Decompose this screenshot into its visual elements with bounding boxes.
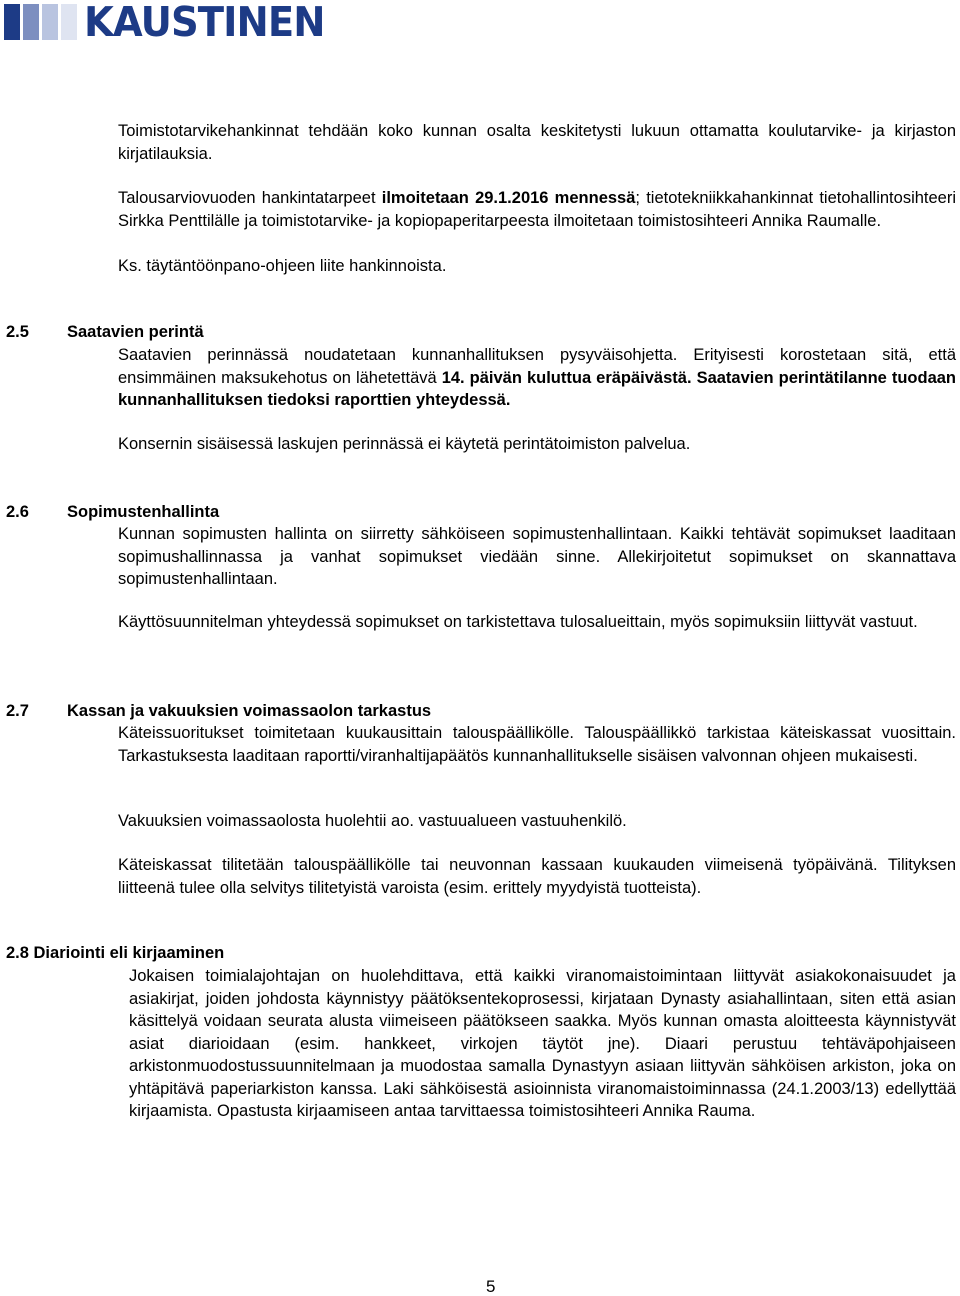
section-2-7-paragraph-2: Vakuuksien voimassaolosta huolehtii ao. vastuualueen vastuuhenkilö. [118, 812, 627, 830]
section-title: Saatavien perintä [67, 323, 204, 341]
intro-p2-pre: Talousarviovuoden hankintatarpeet [118, 189, 382, 207]
section-2-5-paragraph-1 [118, 344, 956, 412]
section-2-8-paragraph-1: Jokaisen toimialajohtajan on huolehdittava, että kaikki viranomaistoimintaan liittyvät asiakokonaisuudet ja asiakirjat, joiden johdosta käynnistyy päätöksentekoprosessi, kirjataan Dynasty asiahallintaan, siten että asian käsittelyä voidaan seurata alusta viimeiseen päätökseen saakka. Myös kunnan omasta aloitteesta käynnistyvät asiat diarioidaan (esim. hankkeet, virkojen täytöt jne). Diaari perustuu tehtäväpohjaiseen arkistonmuodostussuunnitelmaan ja muodostaa samalla Dynastyyn asiaan liittyvän sähköisen arkiston, joka on yhtäpitävä paperiarkiston kanssa. Laki sähköisestä asioinnista viranomaistoiminnassa (24.1.2003/13) edellyttää kirjaamista. Opastusta kirjaamiseen antaa tarvittaessa toimistosihteeri Annika Rauma. [129, 967, 956, 1120]
section-2-7-paragraph-1: Käteissuoritukset toimitetaan kuukausittain talouspäällikölle. Talouspäällikkö tarkistaa käteiskassat vuosittain. Tarkastuksesta laaditaan raportti/viranhaltijapäätös kunnanhallitukselle sisäisen valvonnan ohjeen mukaisesti. [118, 724, 956, 765]
section-heading-2-6 [6, 501, 906, 524]
intro-paragraph-1: Toimistotarvikehankinnat tehdään koko kunnan osalta keskitetysti lukuun ottamatta koulutarvike- ja kirjaston kirjatilauksia. [118, 122, 956, 163]
section-number: 2.7 [6, 702, 29, 720]
section-number: 2.5 [6, 323, 29, 341]
s25-p1-bold: 14. päivän kuluttua eräpäivästä. Saatavien perintätilanne tuodaan kunnanhallituksen tiedoksi raporttien yhteydessä. [118, 368, 957, 409]
section-heading-2-7 [6, 700, 906, 723]
section-title: Sopimustenhallinta [67, 503, 220, 521]
section-2-6-paragraph-2: Käyttösuunnitelman yhteydessä sopimukset on tarkistettava tulosalueittain, myös sopimuksiin liittyvät vastuut. [118, 613, 918, 631]
logo-text: KAUSTINEN [84, 0, 325, 46]
intro-p2-post: ; tietotekniikkahankinnat tietohallintosihteeri Sirkka Penttilälle ja toimistotarvike- ja kopiopaperitarpeesta ilmoitetaan toimistosihteeri Annika Raumalle. [118, 189, 957, 230]
section-number: 2.6 [6, 503, 29, 521]
section-title: Kassan ja vakuuksien voimassaolon tarkastus [67, 702, 432, 720]
logo-bar-2 [23, 4, 39, 40]
logo-bar-4 [61, 4, 77, 40]
section-heading-2-5 [6, 321, 906, 344]
section-2-7-paragraph-3: Käteiskassat tilitetään talouspäällikölle tai neuvonnan kassaan kuukauden viimeisenä työpäivänä. Tilityksen liitteenä tulee olla selvitys tilitetyistä varoista (esim. erittely myydyistä tuotteista). [118, 856, 956, 897]
s25-p1-text: Saatavien perinnässä noudatetaan kunnanhallituksen pysyväisohjetta. Erityisesti korostetaan sitä, että ensimmäinen maksukehotus on lähetettävä [118, 346, 956, 387]
kaustinen-logo [0, 0, 340, 44]
logo-bar-1 [4, 4, 20, 40]
intro-paragraph-3: Ks. täytäntöönpano-ohjeen liite hankinnoista. [118, 257, 447, 275]
section-2-6-paragraph-1: Kunnan sopimusten hallinta on siirretty sähköiseen sopimustenhallintaan. Kaikki tehtävät sopimukset laaditaan sopimushallinnassa ja vanhat sopimukset viedään sinne. Allekirjoitetut sopimukset on skannattava sopimustenhallintaan. [118, 525, 956, 588]
section-heading-2-8: 2.8 Diariointi eli kirjaaminen [6, 944, 225, 962]
logo-bar-3 [42, 4, 58, 40]
logo-bars-icon [4, 4, 80, 40]
section-2-5-paragraph-2: Konsernin sisäisessä laskujen perinnässä ei käytetä perintätoimiston palvelua. [118, 435, 691, 453]
intro-p2-bold: ilmoitetaan 29.1.2016 mennessä [381, 189, 636, 207]
page-number: 5 [486, 1277, 496, 1296]
intro-paragraph-2 [118, 187, 956, 232]
